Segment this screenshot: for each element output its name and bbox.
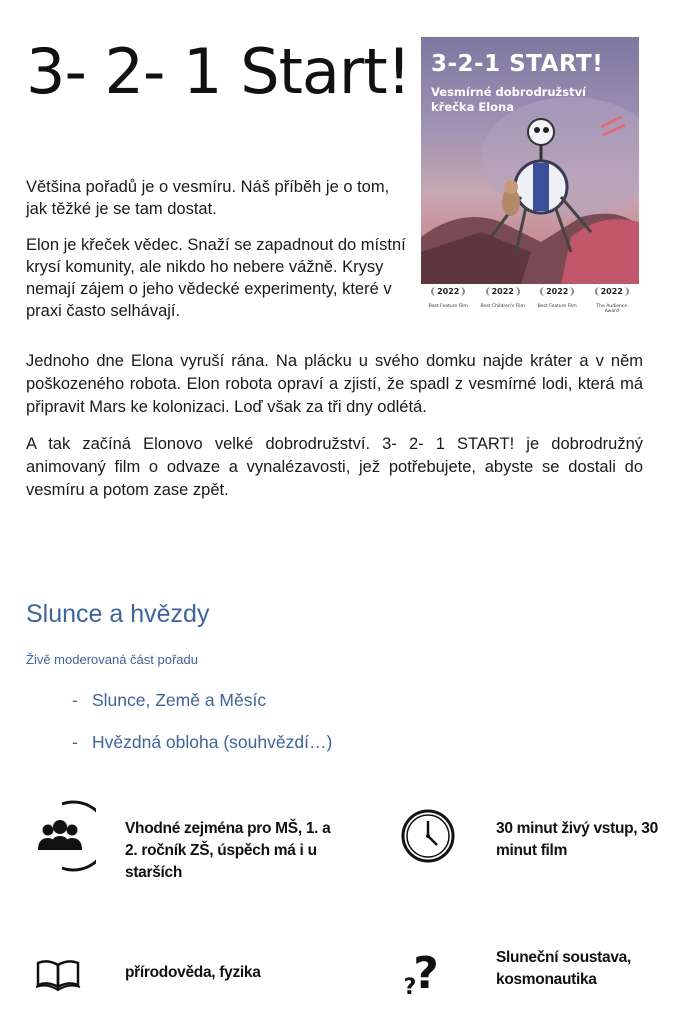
- list-item: - Hvězdná obloha (souhvězdí…): [72, 732, 333, 752]
- laurel-2: [480, 285, 526, 319]
- svg-text:?: ?: [403, 975, 417, 1000]
- topic-list: [72, 688, 332, 772]
- page-title: 3- 2- 1 Start!: [26, 35, 411, 108]
- clock-icon: [398, 800, 466, 872]
- laurel-award: Best Feature Film: [537, 304, 577, 309]
- movie-poster: [421, 37, 639, 320]
- poster-laurels: [421, 284, 639, 320]
- duration-info: 30 minut živý vstup, 30 minut film: [496, 820, 658, 859]
- intro-paragraph-1: Většina pořadů je o vesmíru. Náš příběh je o tom, jak těžké je se tam dostat.: [26, 178, 390, 218]
- subjects-info: přírodověda, fyzika: [125, 964, 261, 981]
- story-text: [26, 350, 643, 516]
- audience-info: Vhodné zejména pro MŠ, 1. a 2. ročník ZŠ, úspěch má i u starších: [125, 820, 331, 881]
- intro-text: [26, 176, 406, 336]
- laurel-year: 2022: [486, 287, 520, 296]
- question-icon: [398, 932, 468, 1006]
- laurel-year: 2022: [540, 287, 574, 296]
- poster-subtitle: Vesmírné dobrodružství křečka Elona: [431, 85, 587, 114]
- list-item: - Slunce, Země a Měsíc: [72, 690, 267, 710]
- laurel-3: [534, 285, 580, 319]
- intro-paragraph-2: Elon je křeček vědec. Snaží se zapadnout do místní krysí komunity, ale nikdo ho nebere vážně. Krysy nemají zájem o jeho vědecké experimenty, které v praxi často selhávají.: [26, 236, 406, 320]
- laurel-award: Best Children's Film: [480, 304, 525, 309]
- laurel-award: Best Feature Film: [428, 304, 468, 309]
- section-subtitle: Živě moderovaná část pořadu: [26, 652, 198, 667]
- laurel-year: 2022: [431, 287, 465, 296]
- story-paragraph-2: A tak začíná Elonovo velké dobrodružství. 3- 2- 1 START! je dobrodružný animovaný film o odvaze a vynalézavosti, jež potřebujete, abyste se dostali do vesmíru a potom zase zpět.: [26, 435, 643, 499]
- svg-text:?: ?: [413, 948, 439, 999]
- laurel-4: [589, 285, 635, 319]
- laurel-1: [425, 285, 471, 319]
- laurel-year: 2022: [595, 287, 629, 296]
- group-icon: [28, 800, 96, 872]
- list-item-label: Hvězdná obloha (souhvězdí…): [92, 732, 333, 752]
- story-paragraph-1: Jednoho dne Elona vyruší rána. Na plácku u svého domku najde kráter a v něm poškozeného robota. Elon robota opraví a zjistí, že spadl z vesmírné lodi, která má připravit Mars ke kolonizaci. Loď však za tři dny odlétá.: [26, 352, 643, 416]
- section-title: Slunce a hvězdy: [26, 600, 210, 628]
- topics-info: Sluneční soustava, kosmonautika: [496, 949, 632, 988]
- list-item-label: Slunce, Země a Měsíc: [92, 690, 267, 710]
- book-icon: [26, 935, 94, 1007]
- poster-title: 3-2-1 START!: [431, 51, 604, 77]
- laurel-award: The Audience Award: [596, 304, 628, 314]
